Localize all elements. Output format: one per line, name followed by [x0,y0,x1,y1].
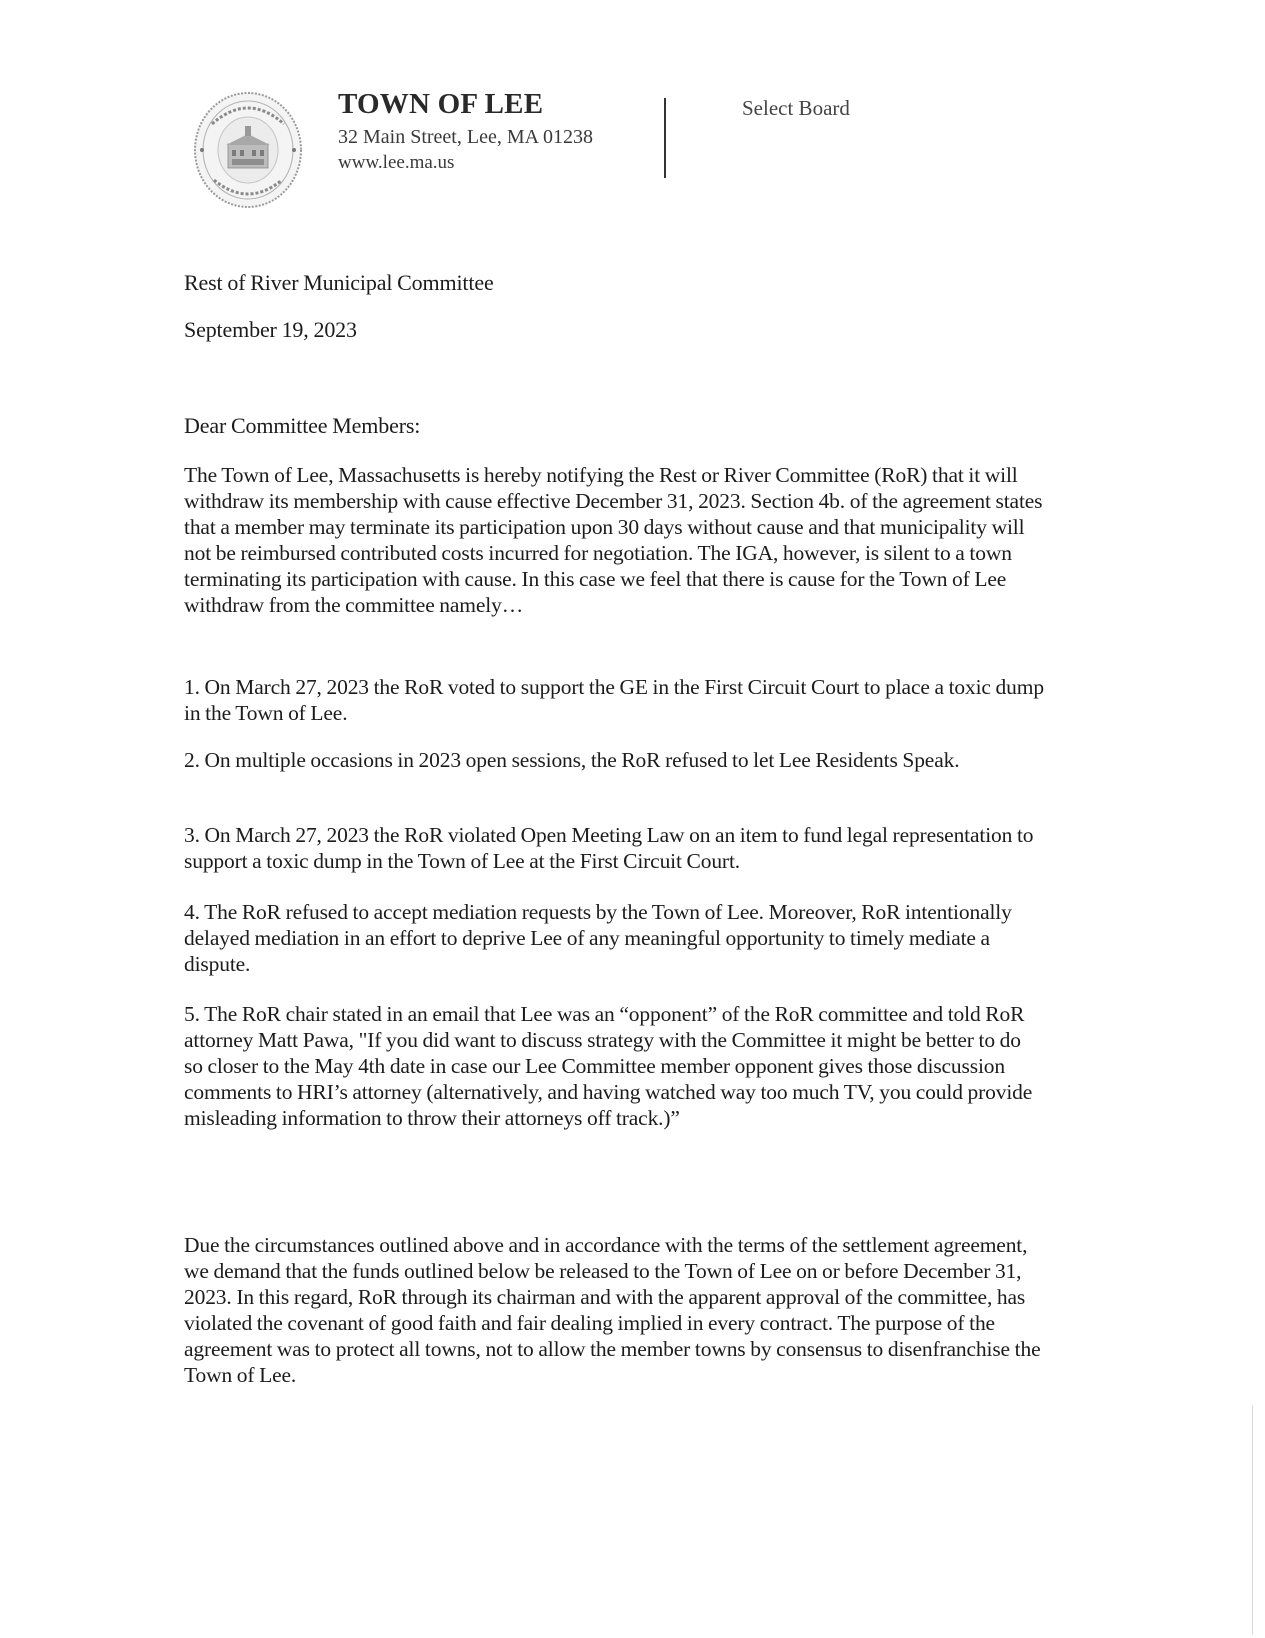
cause-item-5 [184,1001,1044,1131]
closing-paragraph [184,1232,1044,1388]
cause-item-4 [184,899,1044,977]
town-name: TOWN OF LEE [338,88,544,120]
intro-paragraph [184,462,1044,618]
cause-item-text: 2. On multiple occasions in 2023 open sessions, the RoR refused to let Lee Residents Speak. [184,748,960,772]
letterhead-divider [664,98,666,178]
cause-item-2 [184,747,1044,773]
closing-text: Due the circumstances outlined above and in accordance with the terms of the settlement agreement, we demand that the funds outlined below be released to the Town of Lee on or before December 31, 2023. In this regard, RoR through its chairman and with the apparent approval of the committee, has violated the covenant of good faith and fair dealing implied in every contract. The purpose of the agreement was to protect all towns, not to allow the member towns by consensus to disenfranchise the Town of Lee. [184,1233,1041,1387]
scan-edge-line [1252,1405,1253,1635]
cause-item-text: 3. On March 27, 2023 the RoR violated Open Meeting Law on an item to fund legal representation to support a toxic dump in the Town of Lee at the First Circuit Court. [184,823,1034,873]
letter-date: September 19, 2023 [184,317,357,342]
town-address: 32 Main Street, Lee, MA 01238 [338,126,593,148]
cause-item-3 [184,822,1044,874]
cause-item-text: 4. The RoR refused to accept mediation requests by the Town of Lee. Moreover, RoR intentionally delayed mediation in an effort to deprive Lee of any meaningful opportunity to timely mediate a dispute. [184,900,1012,976]
cause-item-text: 1. On March 27, 2023 the RoR voted to support the GE in the First Circuit Court to place a toxic dump in the Town of Lee. [184,675,1044,725]
intro-text: The Town of Lee, Massachusetts is hereby notifying the Rest or River Committee (RoR) that it will withdraw its membership with cause effective December 31, 2023. Section 4b. of the agreement states that a member may terminate its participation upon 30 days without cause and that municipality will not be reimbursed contributed costs incurred for negotiation. The IGA, however, is silent to a town terminating its participation with cause. In this case we feel that there is cause for the Town of Lee withdraw from the committee namely… [184,463,1043,617]
town-website: www.lee.ma.us [338,152,455,173]
recipient-line: Rest of River Municipal Committee [184,270,494,295]
salutation: Dear Committee Members: [184,413,421,438]
cause-item-1 [184,674,1044,726]
town-seal-icon [192,90,304,210]
department-name: Select Board [742,96,850,120]
cause-item-text: 5. The RoR chair stated in an email that Lee was an “opponent” of the RoR committee and told RoR attorney Matt Pawa, "If you did want to discuss strategy with the Committee it might be better to do so closer to the May 4th date in case our Lee Committee member opponent gives those discussion comments to HRI’s attorney (alternatively, and having watched way too much TV, you could provide misleading information to throw their attorneys off track.)” [184,1002,1033,1130]
